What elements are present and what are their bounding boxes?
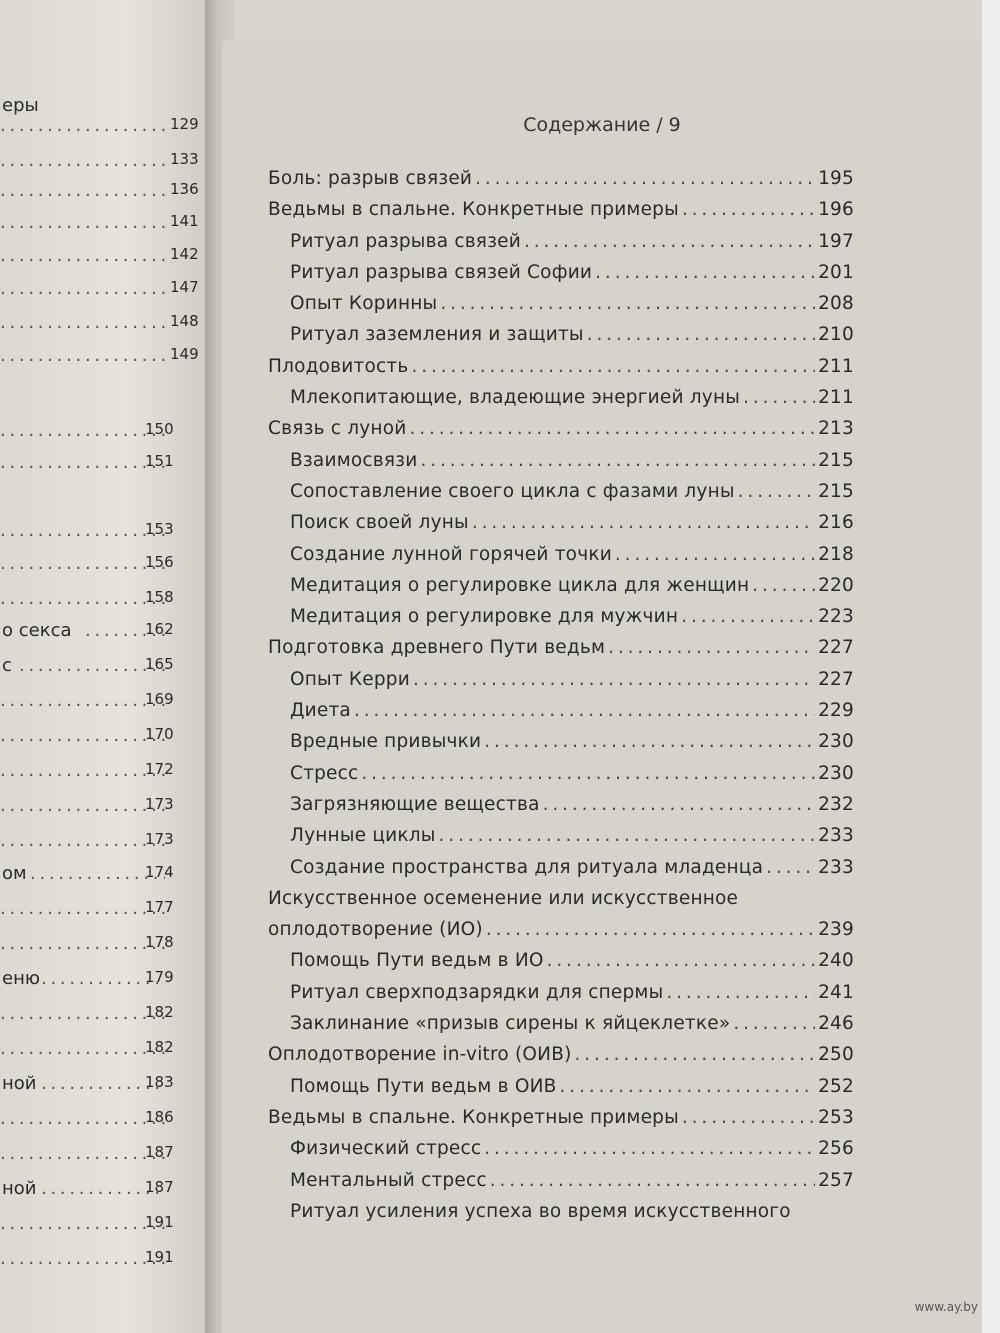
left-entry-page: 178: [145, 933, 174, 951]
left-leader-dots: [0, 420, 165, 441]
left-entry-page: 129: [170, 115, 199, 133]
left-page-entry: [0, 1108, 205, 1138]
toc-entry-page: 250: [818, 1044, 854, 1066]
left-leader-dots: [0, 588, 165, 609]
toc-entry-page: 230: [818, 731, 854, 753]
left-leader-dots: [0, 115, 165, 136]
toc-leader-dots: [682, 199, 815, 220]
toc-entry-title: Оплодотворение in-vitro (ОИВ): [268, 1044, 572, 1066]
toc-entry: [268, 168, 854, 199]
left-page-entry: [0, 278, 205, 308]
toc-entry: [268, 825, 854, 856]
left-leader-dots: [0, 795, 165, 816]
toc-entry: [268, 231, 854, 262]
toc-entry-page: 197: [818, 230, 854, 252]
toc-entry-page: 253: [818, 1106, 854, 1128]
toc-entry-page: 208: [818, 293, 854, 315]
left-entry-page: 170: [145, 725, 174, 743]
toc-leader-dots: [595, 262, 815, 283]
left-entry-title: с: [2, 655, 12, 676]
left-leader-dots: [19, 655, 165, 676]
toc-entry-title: Ведьмы в спальне. Конкретные примеры: [268, 199, 679, 221]
toc-entry-page: 201: [818, 261, 854, 283]
toc-entry-page: 227: [818, 668, 854, 690]
toc-entry: [268, 544, 854, 575]
toc-entry-title: Ритуал разрыва связей Софии: [290, 261, 593, 283]
left-page-entry: [0, 863, 205, 893]
toc-leader-dots: [587, 324, 815, 345]
toc-entry: [268, 262, 854, 293]
left-entry-page: 183: [145, 1073, 174, 1091]
toc-entry-title: Вредные привычки: [290, 731, 482, 753]
toc-leader-dots: [524, 231, 815, 252]
left-entry-page: 172: [145, 760, 174, 778]
left-page-entry: [0, 725, 205, 755]
toc-entry-title: Связь с луной: [268, 418, 407, 440]
left-page-entry: [0, 553, 205, 583]
toc-entry-page: 216: [818, 512, 854, 534]
toc-entry-title: Ведьмы в спальне. Конкретные примеры: [268, 1106, 679, 1128]
toc-entry-page: 213: [818, 418, 854, 440]
left-page-entry: [0, 655, 205, 685]
left-entry-page: 148: [170, 312, 199, 330]
toc-entry-page: 223: [818, 606, 854, 628]
toc-entry-title: Ритуал сверхподзарядки для спермы: [290, 981, 664, 1003]
toc-entry-page: 227: [818, 637, 854, 659]
toc-entry-page: 230: [818, 762, 854, 784]
left-entry-page: 141: [170, 212, 199, 230]
toc-entry: [268, 950, 854, 981]
left-entry-page: 136: [170, 180, 199, 198]
toc-entry-title: Загрязняющие вещества: [290, 793, 540, 815]
toc-entry-title: Помощь Пути ведьм в ОИВ: [290, 1075, 557, 1097]
toc-entry: [268, 669, 854, 700]
toc-leader-dots: [608, 637, 815, 658]
toc-entry: [268, 919, 854, 950]
toc-entry-title: Опыт Коринны: [290, 293, 438, 315]
left-page-entry: [0, 180, 205, 210]
toc-entry: [268, 1044, 854, 1075]
toc-leader-dots: [743, 387, 815, 408]
toc-entry-title: Ментальный стресс: [290, 1169, 487, 1191]
toc-entry-page: 218: [818, 543, 854, 565]
left-leader-dots: [0, 1143, 165, 1164]
toc-entry-page: 211: [818, 355, 854, 377]
left-leader-dots: [0, 553, 165, 574]
left-page-entry: [0, 933, 205, 963]
left-entry-page: 151: [145, 452, 174, 470]
left-page-entry: [0, 1213, 205, 1243]
toc-leader-dots: [560, 1076, 816, 1097]
left-leader-dots: [0, 1108, 165, 1129]
toc-entry-page: 239: [818, 919, 854, 941]
toc-entry: [268, 731, 854, 762]
toc-entry-page: 229: [818, 700, 854, 722]
toc-entry: [268, 606, 854, 637]
left-entry-title: о секса: [2, 620, 72, 641]
toc-entry-page: 232: [818, 793, 854, 815]
left-page-entry: [0, 1003, 205, 1033]
left-entry-page: 182: [145, 1003, 174, 1021]
left-page-entry: [0, 620, 205, 650]
toc-leader-dots: [766, 857, 815, 878]
toc-entry: [268, 575, 854, 606]
toc-entry: [268, 1013, 854, 1044]
left-leader-dots: [0, 278, 165, 299]
toc-entry: [268, 324, 854, 355]
left-entry-title: ной: [2, 1073, 37, 1094]
left-page-entry: [0, 1143, 205, 1173]
left-entry-page: 147: [170, 278, 199, 296]
toc-leader-dots: [490, 1170, 815, 1191]
toc-entry: [268, 481, 854, 512]
toc-entry: [268, 418, 854, 449]
toc-leader-dots: [681, 606, 815, 627]
toc-entry-title: Создание пространства для ритуала младенца: [290, 856, 764, 878]
toc-entry-page: 256: [818, 1138, 854, 1160]
left-page-entry: [0, 588, 205, 618]
toc-entry-page: 210: [818, 324, 854, 346]
left-entry-page: 191: [145, 1248, 174, 1266]
left-entry-page: 173: [145, 795, 174, 813]
toc-entry: [268, 982, 854, 1013]
toc-leader-dots: [543, 794, 815, 815]
left-entry-page: 187: [145, 1143, 174, 1161]
toc-leader-dots: [615, 544, 815, 565]
toc-entry-title: Медитация о регулировке цикла для женщин: [290, 574, 750, 596]
left-leader-dots: [0, 1213, 165, 1234]
left-entry-page: 162: [145, 620, 174, 638]
toc-entry: [268, 356, 854, 387]
toc-entry-page: 233: [818, 856, 854, 878]
left-page-entry: [0, 312, 205, 342]
toc-entry-page: 196: [818, 199, 854, 221]
toc-entry-title: Диета: [290, 700, 351, 722]
toc-leader-dots: [752, 575, 815, 596]
toc-entry-title: Подготовка древнего Пути ведьм: [268, 637, 606, 659]
toc-entry: [268, 1138, 854, 1169]
left-leader-dots: [0, 312, 165, 333]
left-entry-title: еры: [2, 95, 39, 116]
toc-entry-page: 215: [818, 449, 854, 471]
toc-entry: [268, 1170, 854, 1201]
left-page-entry: [0, 1038, 205, 1068]
toc-entry: [268, 512, 854, 543]
toc-entry: [268, 637, 854, 668]
toc-entry-page: 195: [818, 168, 854, 189]
left-page-entry: [0, 520, 205, 550]
toc-entry-title: Стресс: [290, 762, 359, 784]
left-entry-page: 179: [145, 968, 174, 986]
left-page-entry: [0, 1178, 205, 1208]
toc-leader-dots: [413, 669, 815, 690]
toc-entry-title: Млекопитающие, владеющие энергией луны: [290, 387, 741, 409]
left-page-entry: [0, 245, 205, 275]
left-leader-dots: [0, 345, 165, 366]
toc-entry-title: оплодотворение (ИО): [268, 919, 483, 941]
left-entry-page: 153: [145, 520, 174, 538]
toc-leader-dots: [486, 919, 815, 940]
toc-leader-dots: [420, 450, 815, 471]
toc-leader-dots: [409, 418, 815, 439]
left-page-entry: [0, 420, 205, 450]
left-leader-dots: [0, 933, 165, 954]
left-entry-page: 150: [145, 420, 174, 438]
left-entry-page: 182: [145, 1038, 174, 1056]
left-entry-page: 169: [145, 690, 174, 708]
toc-entry-page: 241: [818, 981, 854, 1003]
toc-entry: [268, 1076, 854, 1107]
toc-leader-dots: [575, 1044, 816, 1065]
toc-entry-title: Сопоставление своего цикла с фазами луны: [290, 480, 735, 502]
toc-leader-dots: [440, 293, 815, 314]
toc-entry-title: Ритуал разрыва связей: [290, 230, 521, 252]
toc-entry-title: Взаимосвязи: [290, 449, 418, 471]
toc-entry-page: 233: [818, 825, 854, 847]
left-leader-dots: [0, 1038, 165, 1059]
left-entry-page: 156: [145, 553, 174, 571]
left-entry-title: ной: [2, 1178, 37, 1199]
toc-leader-dots: [666, 982, 815, 1003]
toc-entry-title: Опыт Керри: [290, 668, 410, 690]
left-entry-page: 187: [145, 1178, 174, 1196]
left-page-entry: [0, 150, 205, 180]
toc-leader-dots: [547, 950, 815, 971]
toc-entry: [268, 1201, 854, 1232]
left-leader-dots: [0, 898, 165, 919]
left-entry-title: ом: [2, 863, 27, 884]
toc-entry-page: 220: [818, 574, 854, 596]
toc-entry-title: Боль: разрыв связей: [268, 168, 473, 189]
toc-entry: [268, 387, 854, 418]
left-leader-dots: [0, 1003, 165, 1024]
left-entry-page: 149: [170, 345, 199, 363]
left-page-entry: [0, 898, 205, 928]
left-page-entry: [0, 212, 205, 242]
toc-entry-title: Ритуал заземления и защиты: [290, 324, 584, 346]
toc-entry-title: Заклинание «призыв сирены к яйцеклетке»: [290, 1013, 731, 1035]
left-leader-dots: [0, 725, 165, 746]
left-entry-title: еню: [2, 968, 40, 989]
left-entry-page: 158: [145, 588, 174, 606]
left-page-entry: [0, 830, 205, 860]
toc-entry-page: 211: [818, 387, 854, 409]
toc-leader-dots: [738, 481, 815, 502]
toc-entry-title: Поиск своей луны: [290, 512, 469, 534]
left-entry-page: 165: [145, 655, 174, 673]
left-entry-page: 177: [145, 898, 174, 916]
left-page-entry: [0, 760, 205, 790]
toc-entry-title: Лунные циклы: [290, 825, 436, 847]
toc-entry-title: Медитация о регулировке для мужчин: [290, 606, 679, 628]
left-leader-dots: [0, 452, 165, 473]
toc-entry-page: 257: [818, 1169, 854, 1191]
toc-entry-title: Искусственное осеменение или искусственное: [268, 887, 739, 909]
toc-entry: [268, 794, 854, 825]
left-leader-dots: [0, 245, 165, 266]
toc-entry: [268, 888, 854, 919]
page-header: Содержание / 9: [523, 114, 681, 136]
left-entry-page: 142: [170, 245, 199, 263]
watermark: www.ay.by: [914, 1300, 978, 1314]
left-page: [0, 0, 212, 1333]
toc-entry: [268, 450, 854, 481]
toc-entry-title: Ритуал усиления успеха во время искусственного: [290, 1200, 791, 1222]
left-entry-page: 174: [145, 863, 174, 881]
toc-entry: [268, 199, 854, 230]
toc-entry-page: 246: [818, 1013, 854, 1035]
background-surface: [982, 0, 1000, 1333]
left-page-entry: [0, 795, 205, 825]
toc-leader-dots: [475, 168, 815, 189]
toc-leader-dots: [439, 825, 816, 846]
left-page-entry: [0, 345, 205, 375]
toc-entry-title: Физический стресс: [290, 1138, 482, 1160]
toc-entry: [268, 1107, 854, 1138]
left-leader-dots: [0, 520, 165, 541]
left-leader-dots: [0, 830, 165, 851]
left-entry-page: 191: [145, 1213, 174, 1231]
left-page-entry: [0, 968, 205, 998]
toc-leader-dots: [411, 356, 815, 377]
toc-entry: [268, 700, 854, 731]
left-leader-dots: [0, 690, 165, 711]
left-entry-page: 133: [170, 150, 199, 168]
toc-entry-title: Плодовитость: [268, 355, 409, 377]
left-page-entry: [0, 690, 205, 720]
left-leader-dots: [0, 180, 165, 201]
table-of-contents: [268, 168, 854, 1232]
left-entry-page: 173: [145, 830, 174, 848]
left-entry-page: 186: [145, 1108, 174, 1126]
toc-leader-dots: [682, 1107, 815, 1128]
left-leader-dots: [0, 760, 165, 781]
left-leader-dots: [0, 150, 165, 171]
toc-leader-dots: [472, 512, 815, 533]
left-page-entry: [0, 452, 205, 482]
left-page-entry: [0, 1248, 205, 1278]
toc-leader-dots: [733, 1013, 815, 1034]
toc-leader-dots: [361, 763, 815, 784]
toc-leader-dots: [354, 700, 815, 721]
toc-entry-title: Создание лунной горячей точки: [290, 543, 612, 565]
toc-entry-title: Помощь Пути ведьм в ИО: [290, 950, 544, 972]
toc-entry: [268, 293, 854, 324]
toc-entry-page: 215: [818, 480, 854, 502]
left-page-entry: [0, 115, 205, 145]
toc-entry-page: 240: [818, 950, 854, 972]
toc-leader-dots: [484, 1138, 815, 1159]
toc-entry: [268, 763, 854, 794]
toc-leader-dots: [484, 731, 815, 752]
left-leader-dots: [0, 1248, 165, 1269]
toc-entry: [268, 857, 854, 888]
left-page-entry: [0, 1073, 205, 1103]
toc-entry-page: 252: [818, 1075, 854, 1097]
left-leader-dots: [0, 212, 165, 233]
